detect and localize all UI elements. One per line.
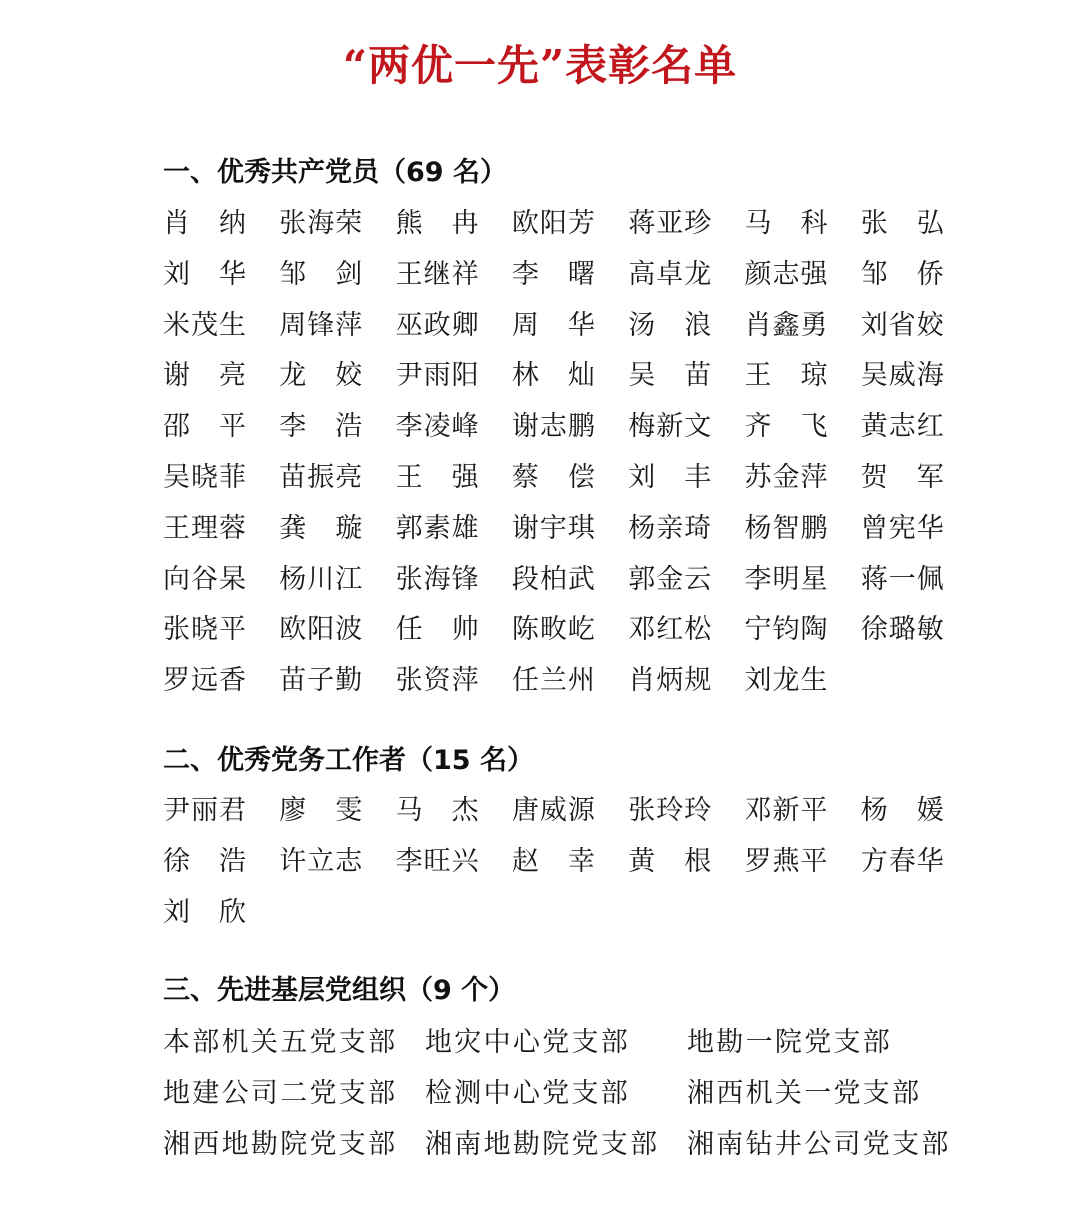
name-item: 马 科 <box>744 208 828 239</box>
name-item: 黄 根 <box>628 845 712 877</box>
name-item: 廖 雯 <box>279 795 363 826</box>
name-item: 张 海 锋 <box>395 563 479 595</box>
name-item: 黄 志 红 <box>860 411 944 443</box>
name-item: 李 明 星 <box>744 563 828 595</box>
name-item: 张 资 萍 <box>395 665 479 697</box>
name-item: 蒋 一 佩 <box>860 563 944 595</box>
name-item: 李 旺 兴 <box>395 845 479 877</box>
name-item: 段 柏 武 <box>511 563 595 595</box>
name-item: 尹 丽 君 <box>163 795 246 826</box>
name-item: 张 晓 平 <box>163 614 246 646</box>
organization-item: 地建公司二党支部 <box>163 1077 398 1109</box>
name-item: 高 卓 龙 <box>628 258 712 290</box>
name-item: 王 琼 <box>744 360 828 392</box>
name-item: 苗 子 勤 <box>279 665 363 697</box>
name-item: 齐 飞 <box>744 411 828 443</box>
name-item: 杨 媛 <box>860 795 944 826</box>
name-item: 熊 冉 <box>395 208 479 239</box>
section-heading-party-organizations: 三、先进基层党组织（9 个） <box>163 975 516 1006</box>
name-item: 杨 川 江 <box>279 563 363 595</box>
name-item: 郭 素 雄 <box>395 512 479 544</box>
name-item: 向 谷 杲 <box>163 563 246 595</box>
name-item: 李 浩 <box>279 411 363 443</box>
organization-item: 湘南钻井公司党支部 <box>687 1128 951 1160</box>
name-item: 周 锋 萍 <box>279 309 363 341</box>
organization-item: 地勘一院党支部 <box>687 1027 893 1058</box>
name-item: 肖 纳 <box>163 208 246 239</box>
name-item: 许 立 志 <box>279 845 363 877</box>
name-item: 赵 幸 <box>511 845 595 877</box>
name-item: 蒋 亚 珍 <box>628 208 712 239</box>
name-item: 陈 畋 屹 <box>511 614 595 646</box>
name-item: 林 灿 <box>511 360 595 392</box>
party-workers-list <box>163 791 977 943</box>
name-item: 宁 钧 陶 <box>744 614 828 646</box>
name-item: 谢 志 鹏 <box>511 411 595 443</box>
name-item: 苗 振 亮 <box>279 461 363 493</box>
name-item: 欧 阳 波 <box>279 614 363 646</box>
name-item: 米 茂 生 <box>163 309 246 341</box>
name-item: 谢 亮 <box>163 360 246 392</box>
name-item: 杨 智 鹏 <box>744 512 828 544</box>
name-item: 李 凌 峰 <box>395 411 479 443</box>
name-item: 郭 金 云 <box>628 563 712 595</box>
name-item: 肖 炳 规 <box>628 665 712 697</box>
name-item: 吴 威 海 <box>860 360 944 392</box>
name-item: 罗 远 香 <box>163 665 246 697</box>
name-item: 方 春 华 <box>860 845 944 877</box>
name-item: 龙 姣 <box>279 360 363 392</box>
name-item: 梅 新 文 <box>628 411 712 443</box>
name-item: 吴 晓 菲 <box>163 461 246 493</box>
name-item: 蔡 偿 <box>511 461 595 493</box>
name-item: 徐 璐 敏 <box>860 614 944 646</box>
section-heading-excellent-members: 一、优秀共产党员（69 名） <box>163 157 507 188</box>
name-item: 徐 浩 <box>163 845 246 877</box>
name-item: 尹 雨 阳 <box>395 360 479 392</box>
name-item: 吴 苗 <box>628 360 712 392</box>
organization-item: 本部机关五党支部 <box>163 1027 398 1058</box>
name-item: 王 理 蓉 <box>163 512 246 544</box>
page-title: “两优一先”表彰名单 <box>342 41 738 90</box>
name-item: 杨 亲 琦 <box>628 512 712 544</box>
name-item: 刘 欣 <box>163 896 246 928</box>
name-item: 肖 鑫 勇 <box>744 309 828 341</box>
party-organizations-list <box>163 1023 949 1175</box>
name-item: 巫 政 卿 <box>395 309 479 341</box>
name-item: 张 玲 玲 <box>628 795 712 826</box>
name-item: 罗 燕 平 <box>744 845 828 877</box>
organization-item: 地灾中心党支部 <box>425 1027 631 1058</box>
name-item: 王 强 <box>395 461 479 493</box>
name-item: 任 兰 州 <box>511 665 595 697</box>
name-item: 汤 浪 <box>628 309 712 341</box>
organization-item: 湘南地勘院党支部 <box>425 1128 660 1160</box>
name-item: 邓 新 平 <box>744 795 828 826</box>
name-item: 邹 侨 <box>860 258 944 290</box>
organization-item: 湘西地勘院党支部 <box>163 1128 398 1160</box>
name-item: 唐 威 源 <box>511 795 595 826</box>
excellent-members-list <box>163 204 977 712</box>
name-item: 李 曙 <box>511 258 595 290</box>
name-item: 周 华 <box>511 309 595 341</box>
organization-item: 湘西机关一党支部 <box>687 1077 922 1109</box>
name-item: 张 弘 <box>860 208 944 239</box>
name-item: 欧 阳 芳 <box>511 208 595 239</box>
name-item: 曾 宪 华 <box>860 512 944 544</box>
name-item: 颜 志 强 <box>744 258 828 290</box>
name-item: 刘 省 姣 <box>860 309 944 341</box>
name-item: 张 海 荣 <box>279 208 363 239</box>
name-item: 刘 丰 <box>628 461 712 493</box>
name-item: 谢 宇 琪 <box>511 512 595 544</box>
name-item: 刘 龙 生 <box>744 665 828 697</box>
name-item: 邹 剑 <box>279 258 363 290</box>
section-heading-party-workers: 二、优秀党务工作者（15 名） <box>163 745 534 776</box>
name-item: 贺 军 <box>860 461 944 493</box>
name-item: 王 继 祥 <box>395 258 479 290</box>
name-item: 邵 平 <box>163 411 246 443</box>
name-item: 任 帅 <box>395 614 479 646</box>
organization-item: 检测中心党支部 <box>425 1077 631 1109</box>
name-item: 刘 华 <box>163 258 246 290</box>
name-item: 龚 璇 <box>279 512 363 544</box>
name-item: 邓 红 松 <box>628 614 712 646</box>
name-item: 马 杰 <box>395 795 479 826</box>
name-item: 苏 金 萍 <box>744 461 828 493</box>
